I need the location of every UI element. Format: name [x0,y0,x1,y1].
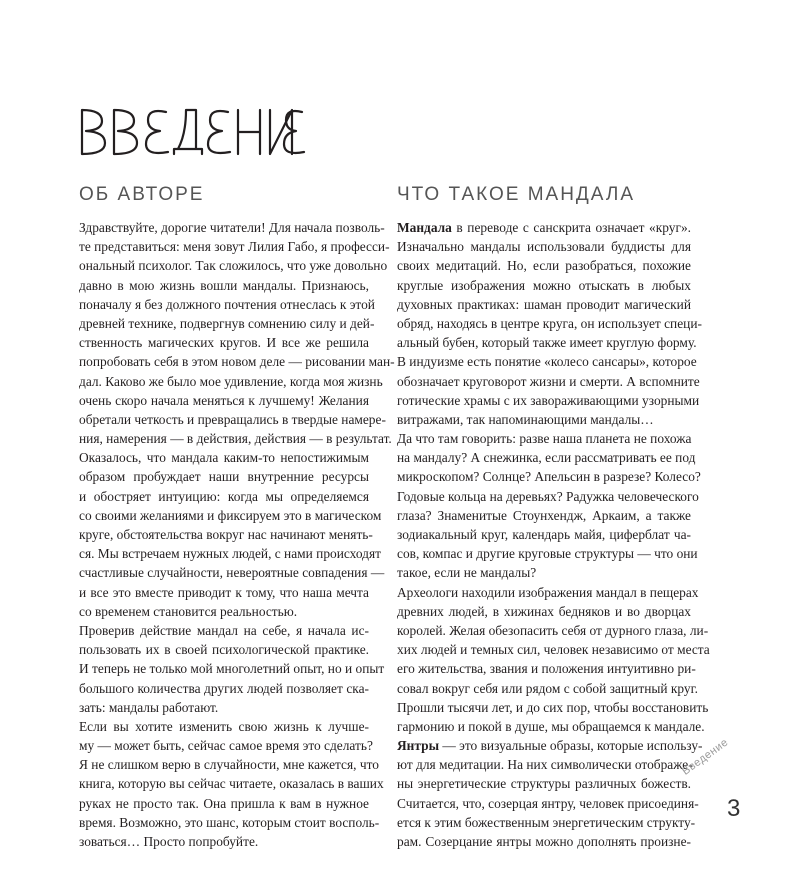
text-line: и обостряет интуицию: когда мы определяемся [79,488,369,504]
about-author-text [79,218,395,851]
text-line: руках не просто так. Она пришла к вам в нужное [79,795,369,811]
term-mandala: Мандала [397,220,452,235]
text-line: давно в мою жизнь вошли мандалы. Признаюсь, [79,277,369,293]
text-line: Проверив действие мандал на себе, я начала ис- [79,622,369,638]
text-line: духовных практиках: шаман проводит магический [397,296,691,312]
text-line: своих медитаций. Но, если разобраться, похожие [397,258,691,274]
text-line: ональный психолог. Так сложилось, что уже довольно [79,258,388,274]
what-is-mandala-heading: ЧТО ТАКОЕ МАНДАЛА [397,184,636,205]
text-line: Я не слишком верю в случайности, мне кажется, что [79,757,379,773]
text-line: круглые изображения можно отыскать в любых [397,277,691,293]
text-line: Прошли тысячи лет, и до сих пор, чтобы восстановить [397,699,709,715]
text-line: такое, если не мандалы? [397,565,537,581]
text-line: гармонию и покой в душе, мы обращаемся к мандале. [397,718,705,734]
text-line: дал. Каково же было мое удивление, когда моя жизнь [79,373,383,389]
text-line: и все это вместе приводит к тому, что наша мечта [79,584,369,600]
text-line: со временем становится реальностью. [79,603,298,619]
term-yantra: Янтры [397,738,440,754]
text-line: ния, намерения — в действия, действия — в результат. [79,431,392,447]
page-title [78,104,308,164]
text-line: Да что там говорить: разве наша планета не похожа [397,431,692,447]
text-line: Считается, что, созерцая янтру, человек присоединя- [397,795,699,811]
text-line: поначалу я без должного почтения отнеслась к этой [79,296,375,312]
text-line: Годовые кольца на деревьях? Радужка человеческого [397,488,699,504]
text-line: образом пробуждает наши внутренние ресурсы [79,469,369,485]
text-fragment: — это визуальные образы, которые использу- [439,738,703,754]
text-line: ют для медитации. На них символически отображе- [397,757,693,773]
text-line: обозначает круговорот жизни и смерти. А вспомните [397,373,700,389]
page-number: 3 [727,795,741,822]
text-line: сов, компас и другие круговые структуры — что они [397,546,698,562]
text-line: обряд, находясь в центре круга, он использует специ- [397,315,702,331]
text-line: витражами, так напоминающими мандалы… [397,411,654,427]
text-fragment: в переводе с санскрита означает «круг». [451,220,691,235]
text-line: пользовать их в своей психологической практике. [79,642,369,658]
text-line: большого количества других людей позволяет ска- [79,680,369,696]
section-label: Введение [680,736,731,778]
text-line: хих людей и темных сил, человек независимо от места [397,642,710,658]
text-line: Если вы хотите изменить свою жизнь к лучше- [79,718,369,734]
text-line [397,218,691,237]
text-line: Археологи находили изображения мандал в пещерах [397,584,699,600]
text-line: время. Возможно, это шанс, которым стоит восполь- [79,814,380,830]
text-line: попробовать себя в этом новом деле — рисовании ман- [79,354,395,370]
text-line: зоваться… Просто попробуйте. [79,834,259,849]
text-line: альный бубен, который также имеет круглую форму. [397,335,697,351]
text-line: ется к этим божественным энергетическим структу- [397,814,696,830]
text-line: микроскопом? Солнце? Апельсин в разрезе? Колесо? [397,469,701,485]
text-line: совал вокруг себя или рядом с собой защитный круг. [397,680,698,696]
text-line: со своими желаниями и фиксируем это в магическом [79,507,382,523]
page-title-lettering [78,104,308,164]
text-line [397,736,703,755]
text-line: зать: мандалы работают. [79,699,219,715]
text-line: ны энергетические структуры различных божеств. [397,776,691,792]
text-line: зодиакальный круг, календарь майя, циферблат ча- [397,527,691,542]
text-line: готические храмы с их завораживающими узорными [397,392,700,408]
text-line: счастливые случайности, невероятные совпадения — [79,565,385,581]
text-line: древних людей, в хижинах бедняков и во дворцах [397,603,691,619]
text-line: Здравствуйте, дорогие читатели! Для начала позволь- [79,220,385,235]
text-line: королей. Желая обезопасить себя от дурного глаза, ли- [397,622,709,638]
text-line: книга, которую вы сейчас читаете, оказалась в ваших [79,776,384,792]
text-line: круге, обстоятельства вокруг нас начинают менять- [79,527,373,542]
text-line: му — может быть, сейчас самое время это сделать? [79,738,373,754]
text-line: Изначально мандалы использовали буддисты для [397,239,691,255]
text-line: те представиться: меня зовут Лилия Габо, я професси- [79,239,390,255]
text-line: ственность магических кругов. И все же решила [79,335,369,351]
text-line: ся. Мы встречаем нужных людей, с нами происходят [79,546,381,562]
text-line: его жительства, звания и положения интуитивно ри- [397,661,696,677]
text-line: на мандалу? А снежинка, если рассматривать ее под [397,450,696,466]
text-line: В индуизме есть понятие «колесо сансары», которое [397,354,697,370]
text-line: обретали четкость и превращались в твердые намере- [79,411,386,427]
about-author-heading: ОБ АВТОРЕ [79,184,205,205]
text-line: очень скоро начала меняться к лучшему! Желания [79,392,369,408]
text-line: И теперь не только мой многолетний опыт, но и опыт [79,661,385,677]
text-line: рам. Созерцание янтры можно дополнять произне- [397,834,691,849]
text-line: глаза? Знаменитые Стоунхендж, Аркаим, а также [397,507,691,523]
text-line: древней технике, подвергнув сомнению силу и дей- [79,315,375,331]
text-line: Оказалось, что мандала каким-то непостижимым [79,450,369,466]
